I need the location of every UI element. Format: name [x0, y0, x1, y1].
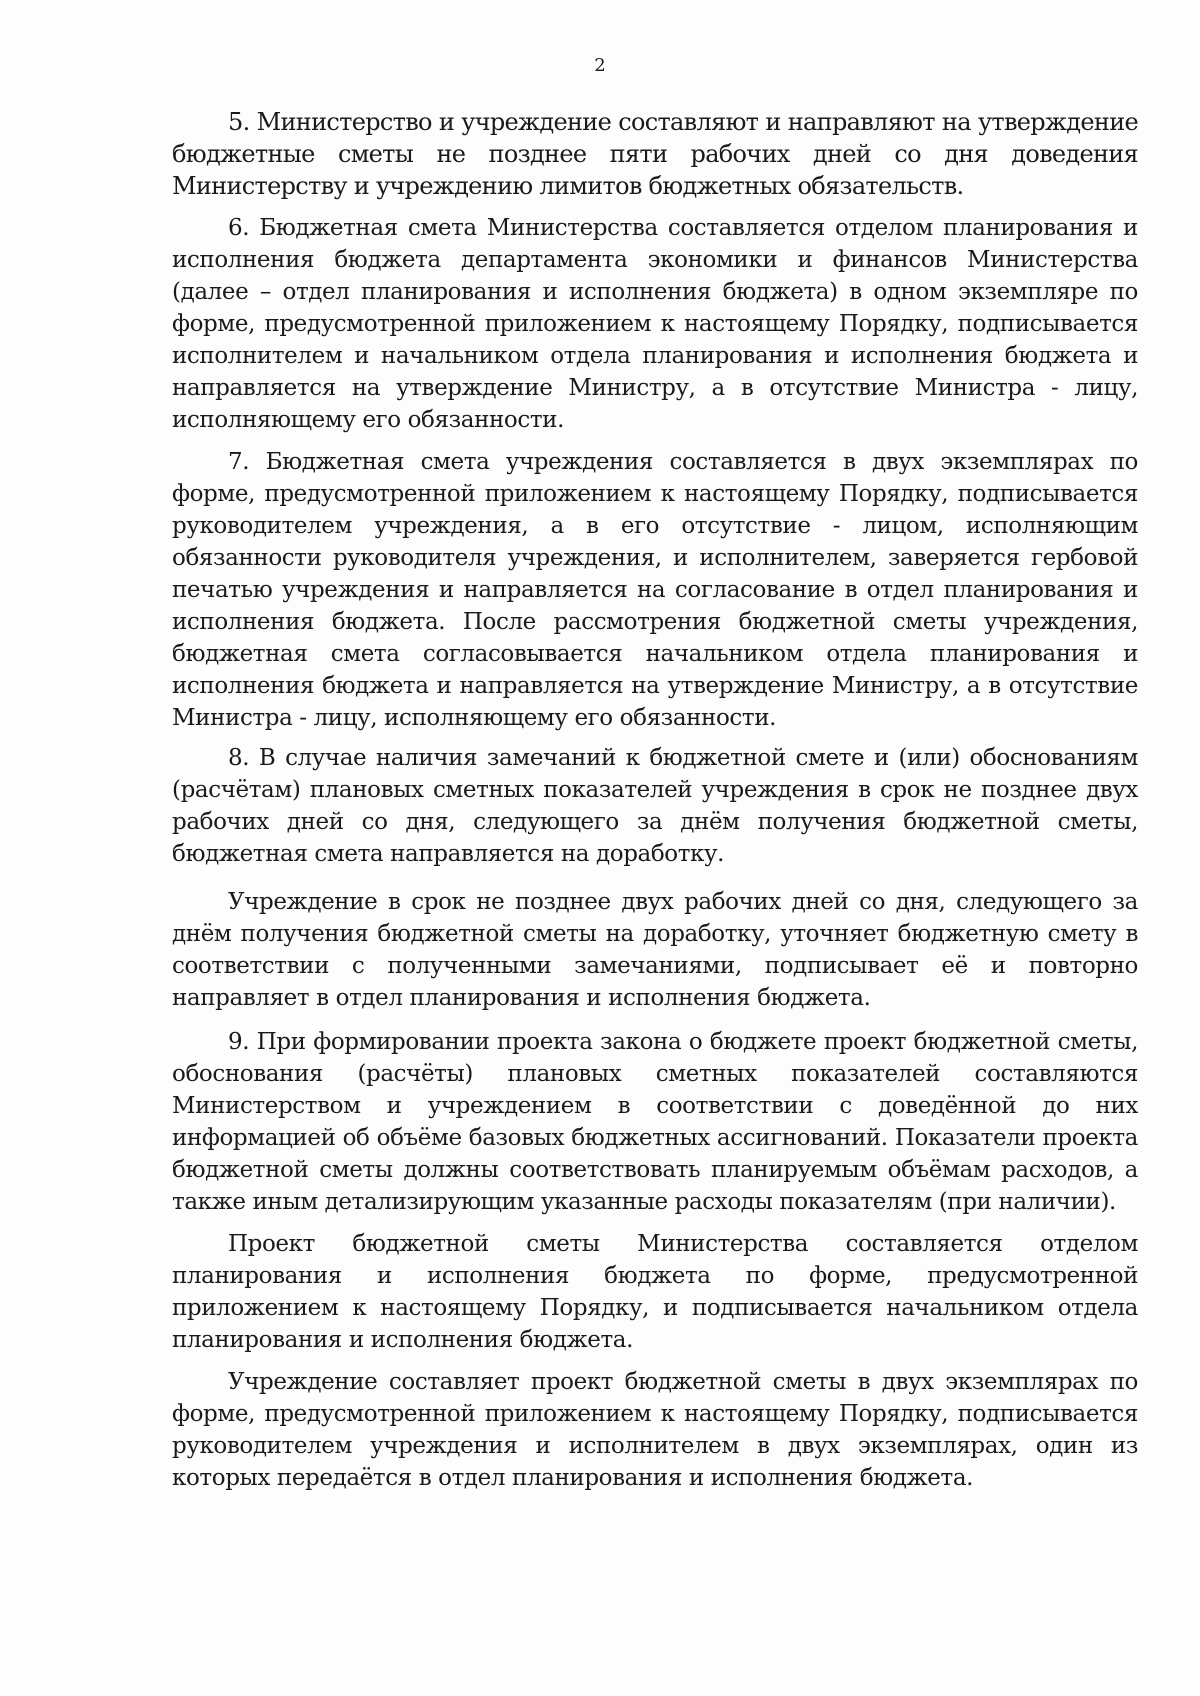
paragraph-9: 9. При формировании проекта закона о бюджете проект бюджетной сметы, обоснования (расчёты) плановых сметных показателей составляются Министерством и учреждением в соответствии с доведённой до них информацией об объёме базовых бюджетных ассигнований. Показатели проекта бюджетной сметы должны соответствовать планируемым объёмам расходов, а также иным детализирующим указанные расходы показателям (при наличии).	[172, 1029, 1138, 1215]
paragraph-9-project: Проект бюджетной сметы Министерства составляется отделом планирования и исполнения бюджета по форме, предусмотренной приложением к настоящему Порядку, и подписывается начальником отдела планирования и исполнения бюджета.	[172, 1231, 1138, 1353]
paragraph-6: 6. Бюджетная смета Министерства составляется отделом планирования и исполнения бюджета департамента экономики и финансов Министерства (далее – отдел планирования и исполнения бюджета) в одном экземпляре по форме, предусмотренной приложением к настоящему Порядку, подписывается исполнителем и начальником отдела планирования и исполнения бюджета и направляется на утверждение Министру, а в отсутствие Министра - лицу, исполняющему его обязанности.	[172, 215, 1138, 433]
page-number: 2	[594, 55, 606, 76]
paragraph-5: 5. Министерство и учреждение составляют и направляют на утверждение бюджетные сметы не позднее пяти рабочих дней со дня доведения Министерству и учреждению лимитов бюджетных обязательств.	[172, 108, 1138, 200]
document-body	[172, 106, 1138, 1494]
paragraph-8-continued: Учреждение в срок не позднее двух рабочих дней со дня, следующего за днём получения бюджетной сметы на доработку, уточняет бюджетную смету в соответствии с полученными замечаниями, подписывает её и повторно направляет в отдел планирования и исполнения бюджета.	[172, 889, 1138, 1011]
paragraph-9-institution: Учреждение составляет проект бюджетной сметы в двух экземплярах по форме, предусмотренной приложением к настоящему Порядку, подписывается руководителем учреждения и исполнителем в двух экземплярах, один из которых передаётся в отдел планирования и исполнения бюджета.	[172, 1369, 1138, 1491]
paragraph-7: 7. Бюджетная смета учреждения составляется в двух экземплярах по форме, предусмотренной приложением к настоящему Порядку, подписывается руководителем учреждения, а в его отсутствие - лицом, исполняющим обязанности руководителя учреждения, и исполнителем, заверяется гербовой печатью учреждения и направляется на согласование в отдел планирования и исполнения бюджета. После рассмотрения бюджетной сметы учреждения, бюджетная смета согласовывается начальником отдела планирования и исполнения бюджета и направляется на утверждение Министру, а в отсутствие Министра - лицу, исполняющему его обязанности.	[172, 449, 1138, 731]
paragraph-8: 8. В случае наличия замечаний к бюджетной смете и (или) обоснованиям (расчётам) плановых сметных показателей учреждения в срок не позднее двух рабочих дней со дня, следующего за днём получения бюджетной сметы, бюджетная смета направляется на доработку.	[172, 745, 1138, 867]
